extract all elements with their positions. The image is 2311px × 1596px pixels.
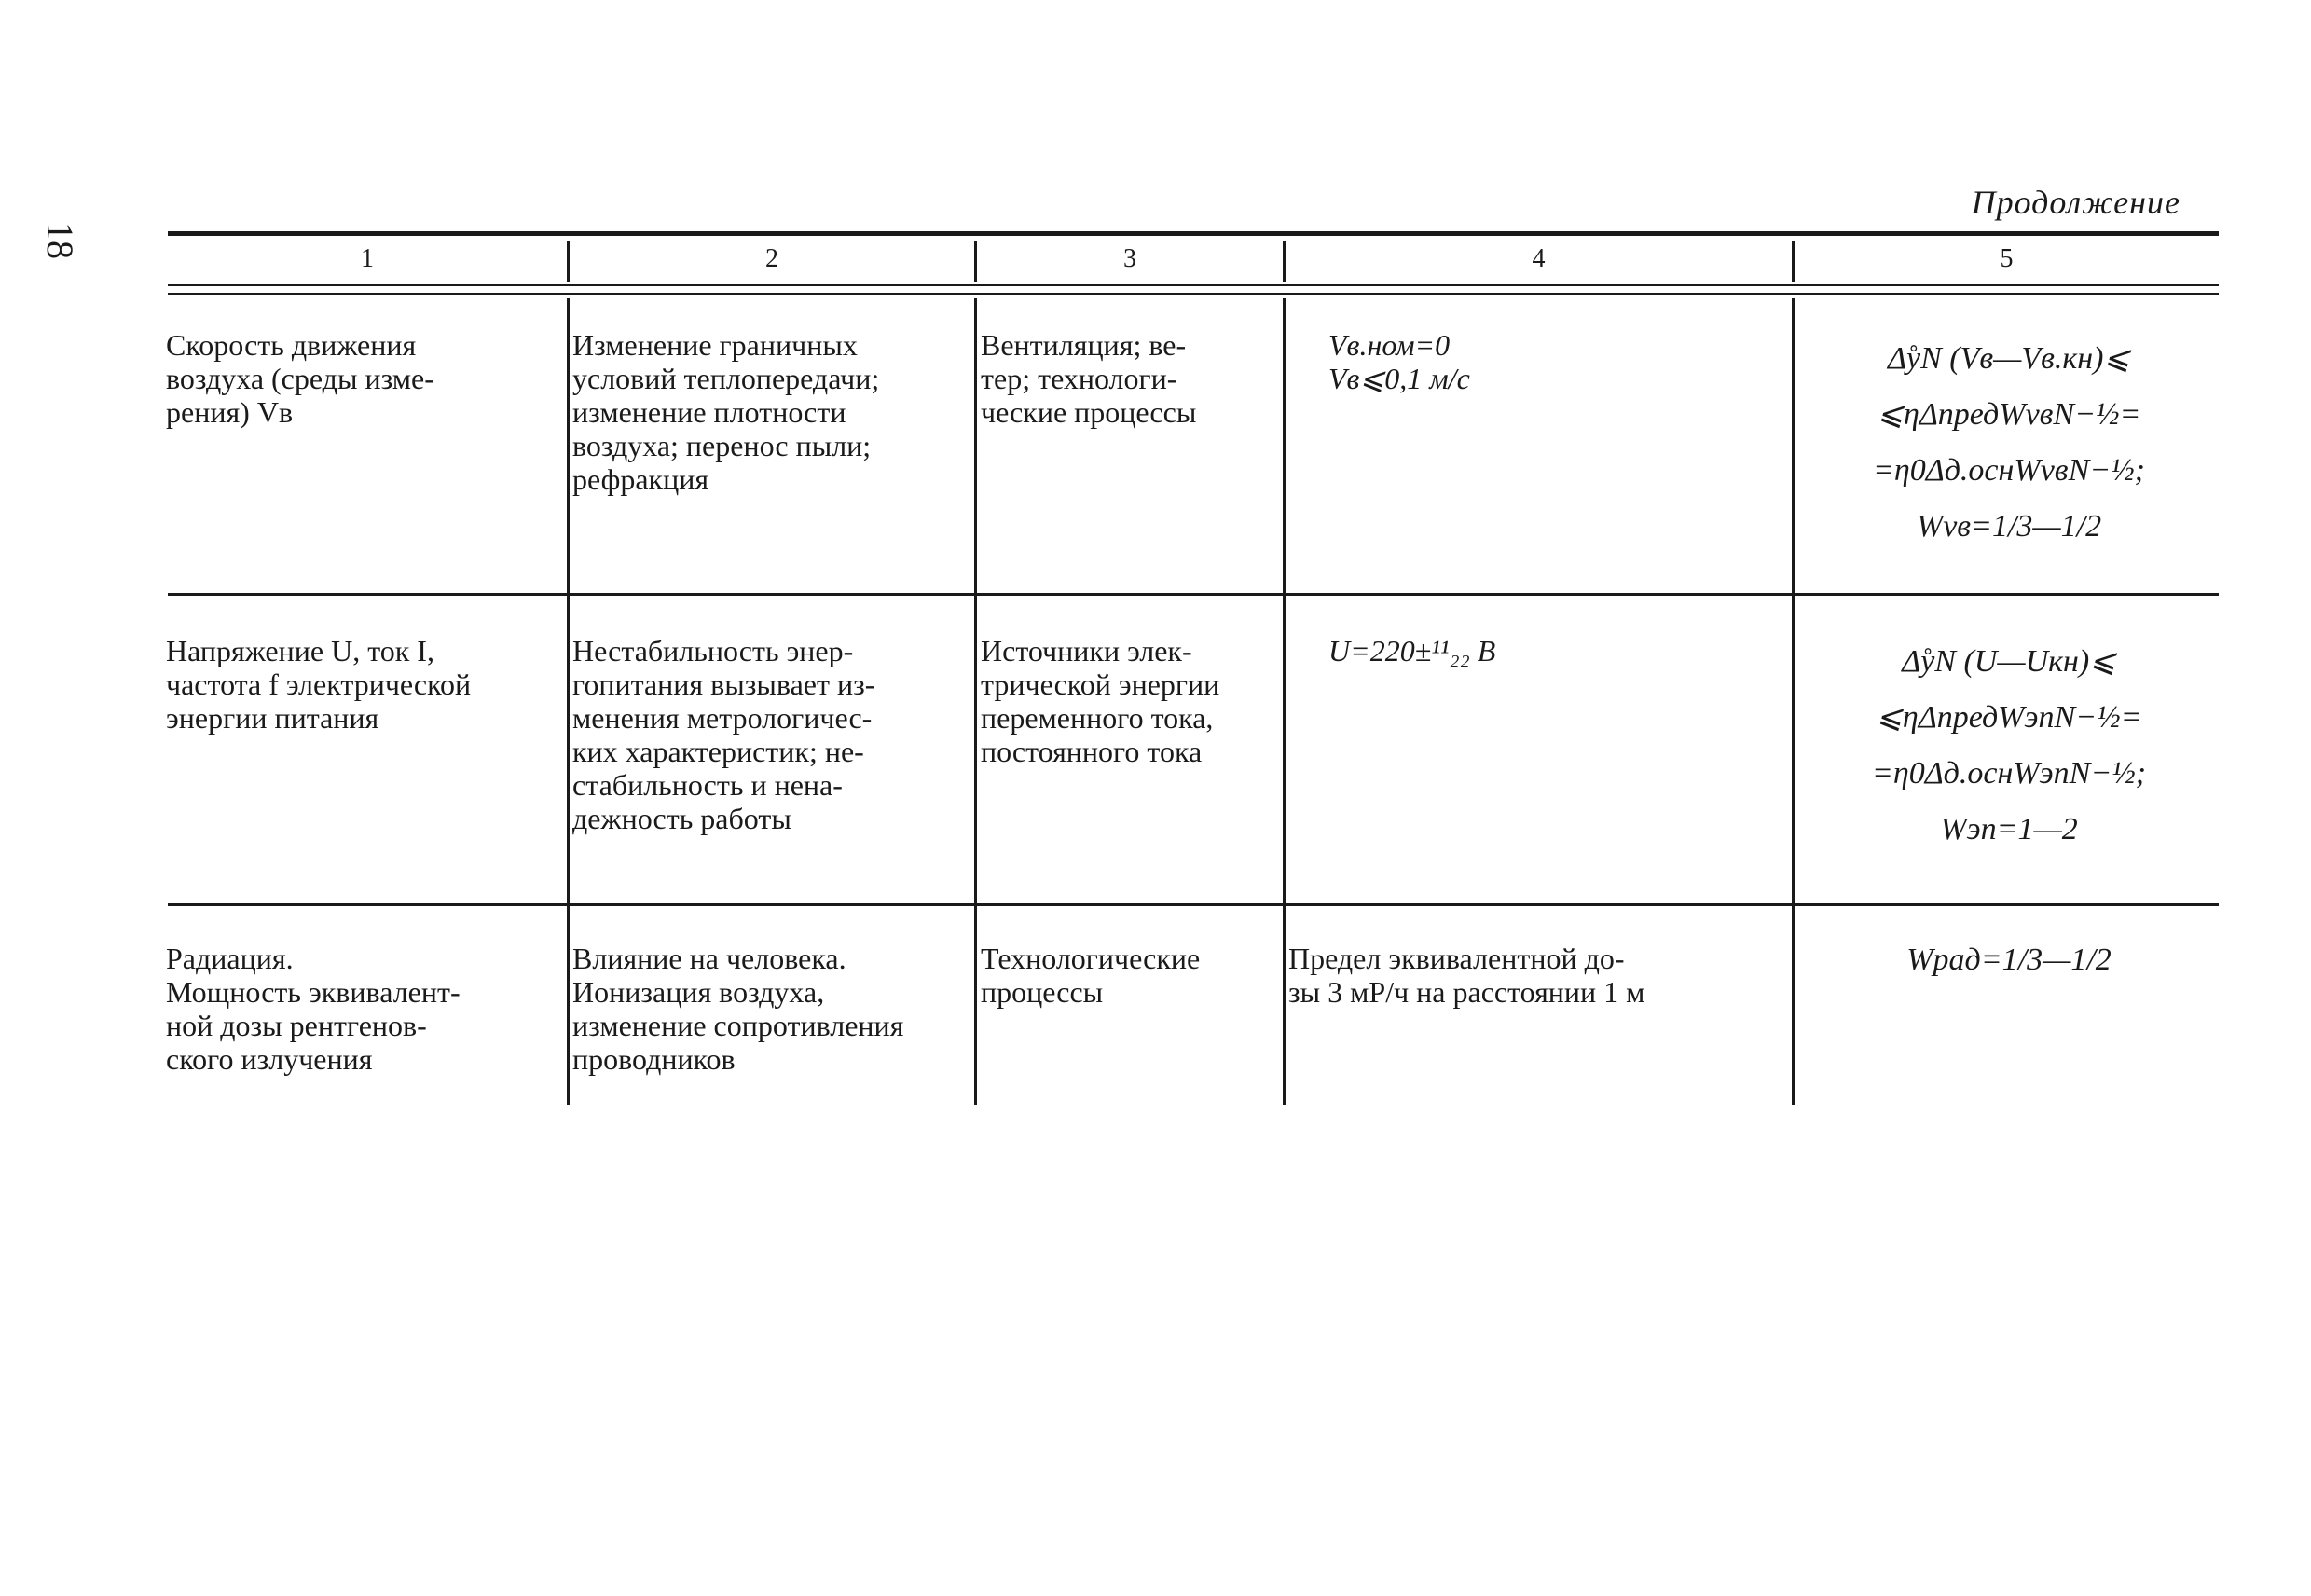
column-divider: [1283, 298, 1286, 1105]
row1-formula: Δ̊yN (Vв—Vв.кн)⩽ ⩽ηΔпредWvвN−½= =η0Δд.оснWvвN−½; Wvв=1/3—1/2: [1872, 341, 2146, 543]
continuation-label: Продолжение: [1971, 184, 2180, 221]
row2-formula: Δ̊yN (U—Uкн)⩽ ⩽ηΔпредWэпN−½= =η0Δд.оснWэпN−½; Wэп=1—2: [1871, 644, 2147, 846]
column-number-4: 4: [1532, 244, 1546, 273]
column-divider: [567, 298, 570, 1105]
column-divider: [1792, 298, 1795, 1105]
row1-parameter: Скорость движения воздуха (среды изме- рения) Vв: [166, 328, 434, 429]
row2-norm: U=220±¹¹₂₂ В: [1328, 634, 1496, 667]
header-rule-lower: [168, 293, 2219, 295]
header-rule-upper: [168, 284, 2219, 286]
page-number: 18: [39, 222, 81, 259]
row1-effect: Изменение граничных условий теплопередачи; изменение плотности воздуха; перенос пыли; рефракция: [572, 328, 880, 496]
column-divider: [974, 298, 977, 1105]
column-number-2: 2: [765, 244, 778, 273]
row1-source: Вентиляция; ве- тер; технологи- ческие процессы: [981, 328, 1197, 429]
row2-parameter: Напряжение U, ток I, частота f электрической энергии питания: [166, 634, 472, 735]
column-number-3: 3: [1123, 244, 1136, 273]
row1-norm: Vв.ном=0 Vв⩽0,1 м/с: [1328, 328, 1470, 395]
column-number-5: 5: [2000, 244, 2014, 273]
row2-source: Источники элек- трической энергии переменного тока, постоянного тока: [981, 634, 1220, 768]
row3-norm: Предел эквивалентной до- зы 3 мР/ч на расстоянии 1 м: [1288, 942, 1645, 1009]
row3-formula: Wрад=1/3—1/2: [1906, 942, 2112, 977]
row-divider-2: [168, 903, 2219, 906]
row3-parameter: Радиация. Мощность эквивалент- ной дозы рентгенов- ского излучения: [166, 942, 461, 1076]
row3-source: Технологические процессы: [981, 942, 1201, 1009]
row2-effect: Нестабильность энер- гопитания вызывает из- менения метрологичес- ких характеристик; не- стабильность и нена- дежность работы: [572, 634, 875, 835]
table-top-rule: [168, 231, 2219, 236]
column-number-1: 1: [361, 244, 374, 273]
row-divider-1: [168, 593, 2219, 596]
row3-effect: Влияние на человека. Ионизация воздуха, изменение сопротивления проводников: [572, 942, 904, 1076]
